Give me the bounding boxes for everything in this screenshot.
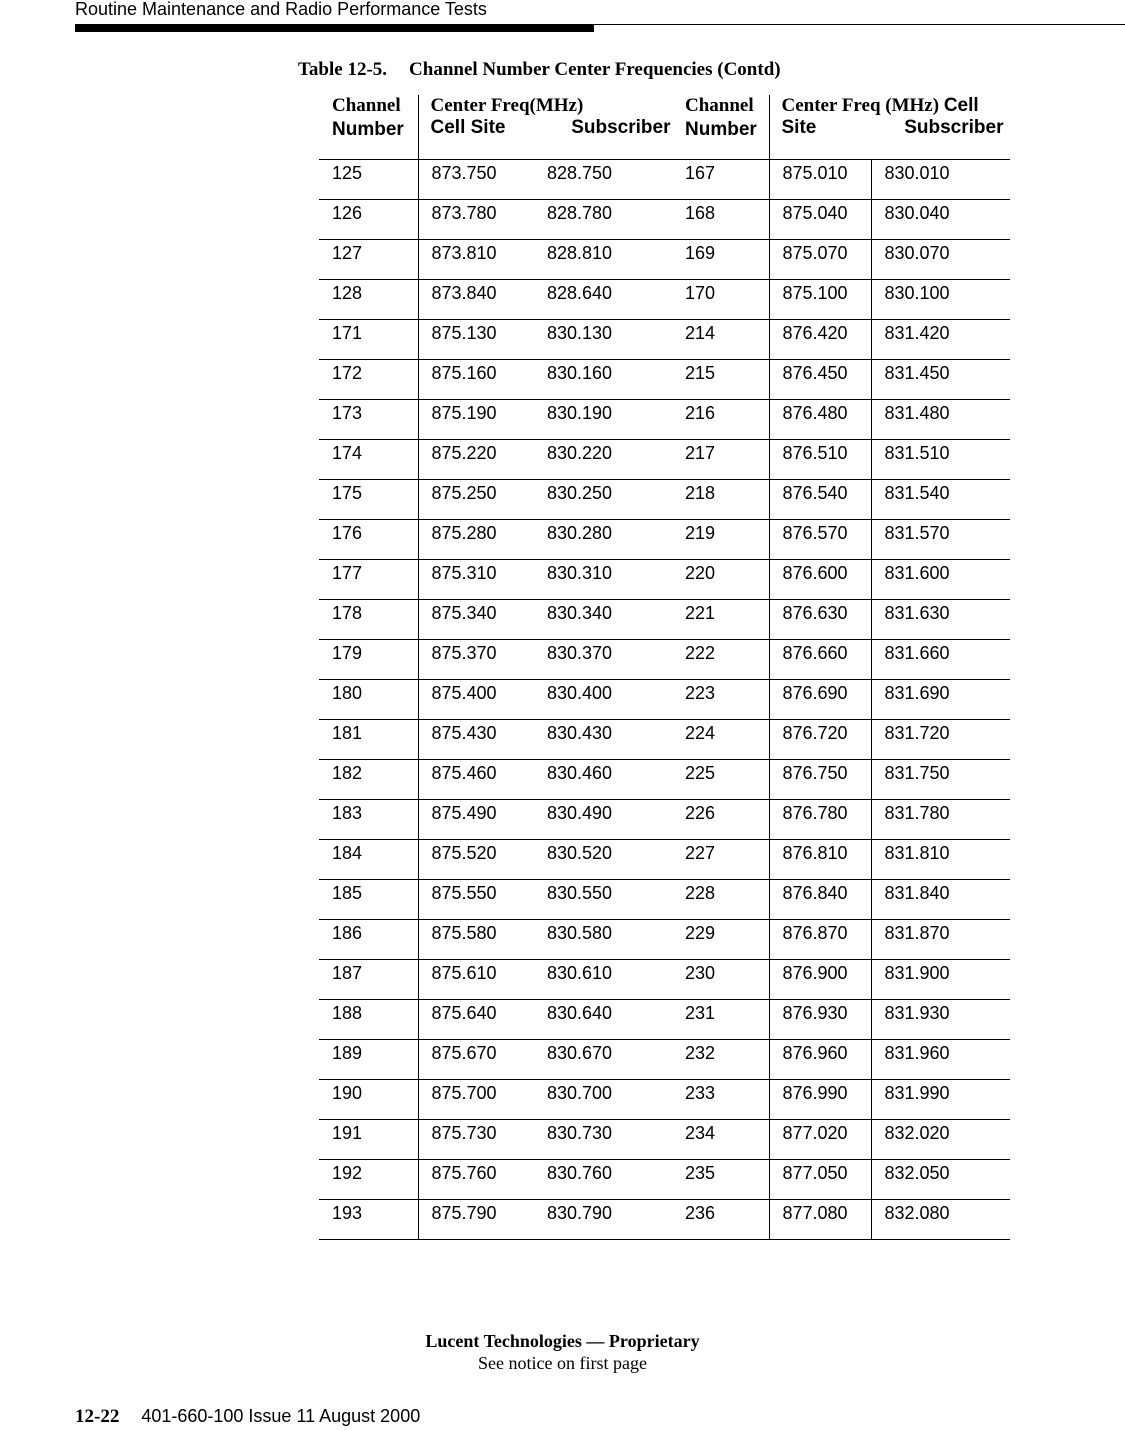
table-cell: 877.080 [769,1200,871,1240]
table-cell: 831.450 [871,360,1010,400]
table-cell: 875.430 [418,720,534,760]
table-cell: 876.450 [769,360,871,400]
table-cell: 877.050 [769,1160,871,1200]
table-cell: 875.640 [418,1000,534,1040]
table-cell: 172 [319,360,418,400]
table-cell: 831.660 [871,640,1010,680]
table-cell: 231 [672,1000,769,1040]
table-cell: 876.720 [769,720,871,760]
table-cell: 830.640 [534,1000,672,1040]
table-cell: 232 [672,1040,769,1080]
table-cell: 171 [319,320,418,360]
table-cell: 832.050 [871,1160,1010,1200]
table-cell: 830.220 [534,440,672,480]
table-cell: 876.990 [769,1080,871,1120]
table-cell: 830.580 [534,920,672,960]
header-rule-bar [75,24,594,32]
table-cell: 831.900 [871,960,1010,1000]
table-cell: 221 [672,600,769,640]
table-cell: 875.460 [418,760,534,800]
header-freq-left [418,95,672,160]
table-cell: 875.610 [418,960,534,1000]
table-cell: 236 [672,1200,769,1240]
table-cell: 876.960 [769,1040,871,1080]
table-cell: 875.010 [769,160,871,200]
table-row [319,600,1010,640]
table-cell: 830.520 [534,840,672,880]
table-cell: 873.840 [418,280,534,320]
header-channel-left [319,95,418,160]
header-freq-left-top: Center Freq(MHz) [430,95,584,116]
header-channel-right-top: Channel [685,95,754,116]
table-row [319,1080,1010,1120]
header-freq-left-sub [431,117,671,139]
header-channel-right-bottom: Number [685,119,757,140]
table-cell: 875.280 [418,520,534,560]
table-row [319,280,1010,320]
table-cell: 873.780 [418,200,534,240]
table-row [319,320,1010,360]
table-cell: 830.730 [534,1120,672,1160]
table-cell: 875.700 [418,1080,534,1120]
table-row [319,760,1010,800]
table-cell: 828.780 [534,200,672,240]
table-cell: 832.020 [871,1120,1010,1160]
table-cell: 179 [319,640,418,680]
running-header: Routine Maintenance and Radio Performance Tests [75,0,487,19]
table-cell: 125 [319,160,418,200]
table-cell: 876.630 [769,600,871,640]
table-cell: 180 [319,680,418,720]
table-cell: 875.730 [418,1120,534,1160]
table-cell: 167 [672,160,769,200]
table-cell: 831.960 [871,1040,1010,1080]
table-row [319,1000,1010,1040]
header-subscriber-right: Subscriber [904,117,1004,138]
header-cell-site-left: Cell Site [430,117,506,138]
table-row [319,560,1010,600]
table-cell: 215 [672,360,769,400]
table-cell: 222 [672,640,769,680]
table-cell: 875.370 [418,640,534,680]
table-row [319,960,1010,1000]
table-cell: 875.160 [418,360,534,400]
page-number: 12-22 [75,1406,120,1427]
table-cell: 228 [672,880,769,920]
table-cell: 876.690 [769,680,871,720]
header-channel-right [672,95,769,160]
table-cell: 169 [672,240,769,280]
table-cell: 831.690 [871,680,1010,720]
table-cell: 828.750 [534,160,672,200]
table-cell: 168 [672,200,769,240]
table-row [319,520,1010,560]
table-row [319,680,1010,720]
table-cell: 175 [319,480,418,520]
table-row [319,800,1010,840]
table-cell: 182 [319,760,418,800]
footer-company: Lucent Technologies — Proprietary [425,1331,700,1351]
table-row [319,1040,1010,1080]
table-cell: 234 [672,1120,769,1160]
table-cell: 875.310 [418,560,534,600]
table-cell: 875.520 [418,840,534,880]
table-cell: 190 [319,1080,418,1120]
table-cell: 830.190 [534,400,672,440]
table-cell: 875.670 [418,1040,534,1080]
table-row [319,240,1010,280]
table-row [319,360,1010,400]
frequency-table-container [319,95,1010,1240]
table-cell: 831.600 [871,560,1010,600]
table-cell: 191 [319,1120,418,1160]
table-caption [298,59,781,81]
table-header-row [319,95,1010,160]
table-cell: 831.480 [871,400,1010,440]
table-cell: 831.990 [871,1080,1010,1120]
table-cell: 128 [319,280,418,320]
table-row [319,880,1010,920]
table-cell: 225 [672,760,769,800]
table-cell: 876.840 [769,880,871,920]
table-cell: 830.280 [534,520,672,560]
table-cell: 876.570 [769,520,871,560]
table-cell: 873.810 [418,240,534,280]
table-cell: 831.750 [871,760,1010,800]
table-row [319,840,1010,880]
table-cell: 181 [319,720,418,760]
table-cell: 876.420 [769,320,871,360]
table-cell: 875.100 [769,280,871,320]
table-cell: 830.490 [534,800,672,840]
table-cell: 217 [672,440,769,480]
table-cell: 831.540 [871,480,1010,520]
doc-info: 401-660-100 Issue 11 August 2000 [141,1406,421,1426]
table-row [319,160,1010,200]
table-cell: 184 [319,840,418,880]
table-cell: 227 [672,840,769,880]
table-cell: 876.750 [769,760,871,800]
header-subscriber-left: Subscriber [571,117,671,138]
table-cell: 877.020 [769,1120,871,1160]
table-row [319,1160,1010,1200]
header-cell-right-a: Cell [943,95,979,116]
table-cell: 875.190 [418,400,534,440]
table-cell: 832.080 [871,1200,1010,1240]
frequency-table [319,95,1010,1240]
table-cell: 875.490 [418,800,534,840]
table-cell: 830.010 [871,160,1010,200]
table-cell: 189 [319,1040,418,1080]
table-cell: 830.370 [534,640,672,680]
table-cell: 235 [672,1160,769,1200]
table-cell: 830.340 [534,600,672,640]
table-cell: 876.870 [769,920,871,960]
table-cell: 220 [672,560,769,600]
table-cell: 830.430 [534,720,672,760]
table-cell: 216 [672,400,769,440]
table-cell: 830.610 [534,960,672,1000]
table-cell: 875.790 [418,1200,534,1240]
table-cell: 218 [672,480,769,520]
table-row [319,640,1010,680]
table-cell: 830.400 [534,680,672,720]
table-cell: 214 [672,320,769,360]
table-cell: 875.760 [418,1160,534,1200]
table-row [319,720,1010,760]
table-cell: 828.810 [534,240,672,280]
table-cell: 876.660 [769,640,871,680]
table-cell: 178 [319,600,418,640]
table-cell: 830.160 [534,360,672,400]
table-cell: 830.130 [534,320,672,360]
table-cell: 875.040 [769,200,871,240]
table-cell: 876.480 [769,400,871,440]
table-cell: 176 [319,520,418,560]
table-cell: 174 [319,440,418,480]
table-cell: 830.040 [871,200,1010,240]
table-cell: 226 [672,800,769,840]
table-row [319,920,1010,960]
table-cell: 188 [319,1000,418,1040]
table-cell: 831.510 [871,440,1010,480]
table-cell: 127 [319,240,418,280]
table-cell: 230 [672,960,769,1000]
table-cell: 830.310 [534,560,672,600]
table-cell: 170 [672,280,769,320]
table-cell: 192 [319,1160,418,1200]
table-cell: 187 [319,960,418,1000]
table-cell: 831.570 [871,520,1010,560]
table-cell: 830.460 [534,760,672,800]
table-cell: 186 [319,920,418,960]
table-cell: 229 [672,920,769,960]
table-cell: 831.870 [871,920,1010,960]
footer-notice: See notice on first page [478,1353,647,1373]
table-cell: 830.250 [534,480,672,520]
table-row [319,1200,1010,1240]
table-cell: 831.720 [871,720,1010,760]
header-freq-right-top [782,95,1011,117]
table-cell: 185 [319,880,418,920]
table-caption-title: Channel Number Center Frequencies (Contd) [409,59,781,80]
table-cell: 876.930 [769,1000,871,1040]
table-cell: 875.400 [418,680,534,720]
table-cell: 876.510 [769,440,871,480]
table-cell: 831.930 [871,1000,1010,1040]
table-cell: 223 [672,680,769,720]
table-cell: 830.100 [871,280,1010,320]
table-row [319,400,1010,440]
table-cell: 126 [319,200,418,240]
table-cell: 830.670 [534,1040,672,1080]
table-cell: 875.550 [418,880,534,920]
table-cell: 875.340 [418,600,534,640]
table-row [319,440,1010,480]
table-cell: 224 [672,720,769,760]
table-row [319,200,1010,240]
table-cell: 177 [319,560,418,600]
table-cell: 828.640 [534,280,672,320]
table-cell: 173 [319,400,418,440]
table-cell: 831.780 [871,800,1010,840]
table-row [319,480,1010,520]
table-cell: 873.750 [418,160,534,200]
table-cell: 875.130 [418,320,534,360]
table-cell: 830.790 [534,1200,672,1240]
table-cell: 875.070 [769,240,871,280]
table-cell: 875.250 [418,480,534,520]
table-cell: 831.840 [871,880,1010,920]
table-row [319,1120,1010,1160]
table-cell: 830.760 [534,1160,672,1200]
table-body [319,160,1010,1240]
table-cell: 876.780 [769,800,871,840]
header-freq-right [769,95,1010,160]
table-cell: 831.420 [871,320,1010,360]
table-cell: 875.580 [418,920,534,960]
header-channel-left-top: Channel [332,95,401,116]
table-cell: 219 [672,520,769,560]
page-footer [75,1406,420,1428]
table-caption-label: Table 12-5. [298,59,388,80]
table-cell: 193 [319,1200,418,1240]
header-freq-right-sub [782,117,1004,139]
table-cell: 831.810 [871,840,1010,880]
table-cell: 830.070 [871,240,1010,280]
table-cell: 183 [319,800,418,840]
table-cell: 233 [672,1080,769,1120]
header-freq-right-title: Center Freq (MHz) [781,95,940,116]
table-cell: 830.700 [534,1080,672,1120]
table-cell: 831.630 [871,600,1010,640]
table-cell: 876.900 [769,960,871,1000]
table-cell: 876.540 [769,480,871,520]
header-channel-left-bottom: Number [332,119,404,140]
table-cell: 830.550 [534,880,672,920]
table-cell: 876.600 [769,560,871,600]
table-cell: 875.220 [418,440,534,480]
header-cell-site-right: Site [781,117,817,138]
table-cell: 876.810 [769,840,871,880]
